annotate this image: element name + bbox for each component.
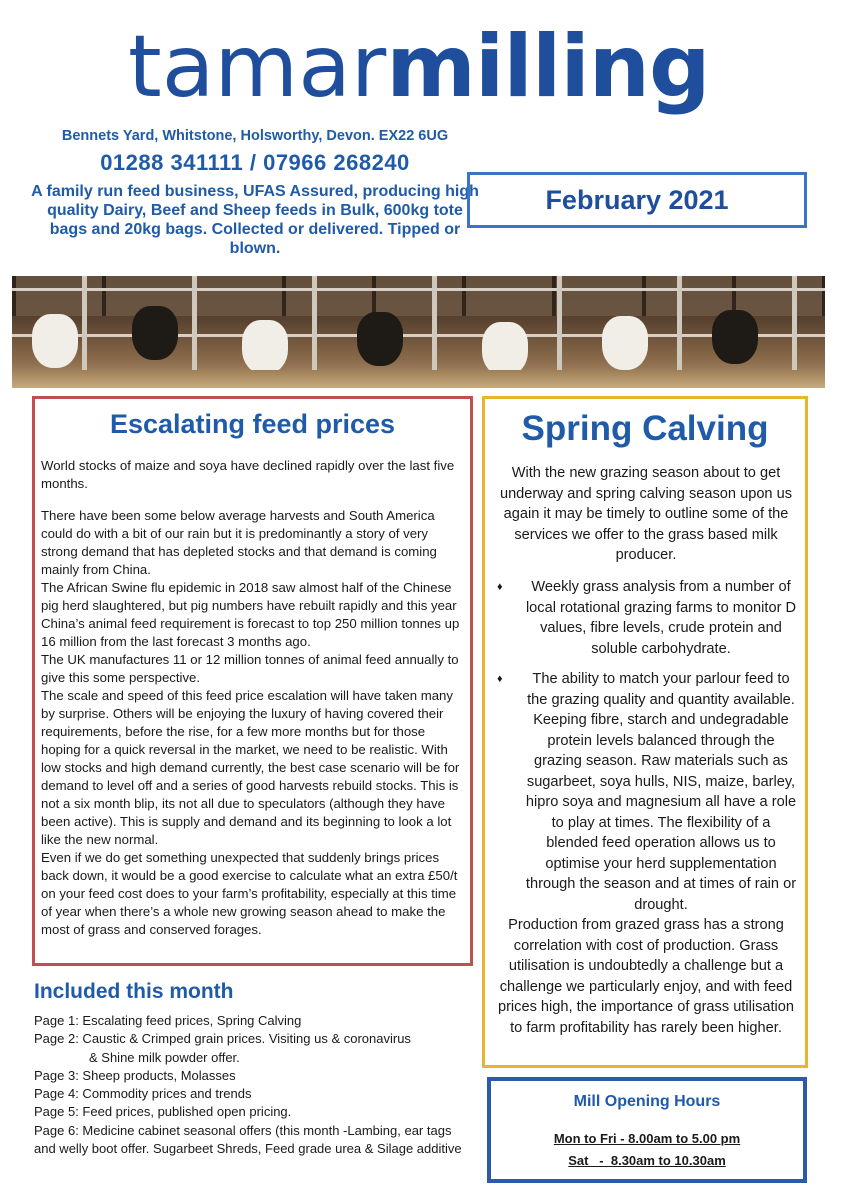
feed-prices-title: Escalating feed prices: [109, 409, 396, 439]
opening-hours-title: Mill Opening Hours: [573, 1093, 721, 1110]
included-item: Page 4: Commodity prices and trends: [34, 1086, 252, 1102]
diamond-bullet-icon: ♦: [497, 673, 503, 685]
service-bullet: [497, 577, 797, 659]
included-item: Page 3: Sheep products, Molasses: [34, 1067, 236, 1083]
included-item: Page 2: Caustic & Crimped grain prices. Visiting us & coronavirus: [34, 1031, 411, 1047]
feed-trough: [12, 370, 825, 388]
spring-calving-article: [482, 396, 808, 1068]
saturday-hours: Sat - 8.30am to 10.30am: [568, 1153, 726, 1168]
feed-paragraph: World stocks of maize and soya have declined rapidly over the last five months.: [41, 458, 455, 491]
cow-head: [32, 314, 78, 368]
feed-paragraph: The African Swine flu epidemic in 2018 saw almost half of the Chinese pig herd slaughtered, but pig numbers have rebuilt rapidly and this year China’s animal feed requirement is forecast to top 250 million tonnes up 16 million from the last forecast 3 months ago.: [41, 580, 460, 649]
included-item: Page 6: Medicine cabinet seasonal offers (this month -Lambing, ear tags and welly boot offer. Sugarbeet Shreds, Feed grade urea & Silage additive: [34, 1122, 462, 1157]
feed-paragraph: Even if we do get something unexpected that suddenly brings prices back down, it would be a good exercise to calculate what an extra £50/t on your feed cost does to your farm’s profitability, especially at this time of year when there’s a whole new growing season ahead to make the most of grass and conserved forages.: [41, 850, 458, 937]
spring-calving-title: Spring Calving: [521, 409, 769, 448]
feed-prices-body: [41, 457, 466, 939]
feed-paragraph: The scale and speed of this feed price escalation will have taken many by surprise. Others will be enjoying the luxury of having covered their requirements, before the rise, for a few more months but for those hoping for a quick reversal in the market, we need to be realistic. With low stocks and high demand currently, the best case scenario will be for demand to level off and a series of good harvests rebuild stocks. This is not a six month blip, its not all due to speculators (although they have been active). This is supply and demand and its beginning to look a lot like the new normal.: [41, 688, 460, 847]
spring-calving-outro: Production from grazed grass has a strong correlation with cost of production. Grass utilisation is undoubtedly a challenge but a challenge we particularly enjoy, and with feed prices high, the importance of grass utilisation to farm profitability has rarely been higher.: [497, 917, 795, 1036]
cow-head: [242, 320, 288, 374]
included-item: Page 5: Feed prices, published open pricing.: [34, 1104, 292, 1120]
service-bullet-text: Weekly grass analysis from a number of local rotational grazing farms to monitor D values, fibre levels, crude protein and soluble carbohydrate.: [525, 579, 797, 657]
logo-text-bold: milling: [386, 17, 710, 117]
company-phone: 01288 341111 / 07966 268240: [100, 150, 410, 175]
included-title: Included this month: [34, 980, 234, 1003]
included-list: [34, 1012, 474, 1158]
logo-text-light: tamar: [128, 17, 387, 117]
weekday-hours: Mon to Fri - 8.00am to 5.00 pm: [553, 1131, 741, 1146]
included-item: Page 1: Escalating feed prices, Spring Calving: [34, 1013, 302, 1028]
cows-feeding-photo: [12, 276, 825, 388]
company-logo: [128, 17, 710, 117]
cow-head: [712, 310, 758, 364]
service-bullet-text: The ability to match your parlour feed to the grazing quality and quantity available. Keeping fibre, starch and undegradable protein levels balanced through the grazing season. Raw materials such as sugarbeet, soya hulls, NIS, maize, barley, hipro soya and magnesium all have a role to play at times. The flexibility of a blended feed operation allows us to optimise your herd supplementation through the season and at times of rain or drought.: [525, 671, 797, 913]
barrier-rail-top: [12, 288, 825, 291]
diamond-bullet-icon: ♦: [497, 581, 503, 593]
company-address: Bennets Yard, Whitstone, Holsworthy, Devon. EX22 6UG: [61, 128, 449, 144]
company-tagline: A family run feed business, UFAS Assured, producing high quality Dairy, Beef and Sheep feeds in Bulk, 600kg tote bags and 20kg bags. Collected or delivered. Tipped or blown.: [31, 183, 479, 257]
included-item: & Shine milk powder offer.: [89, 1049, 240, 1065]
feed-prices-article: [32, 396, 473, 966]
feed-paragraph: The UK manufactures 11 or 12 million tonnes of animal feed annually to give this some perspective.: [41, 652, 459, 685]
cow-head: [482, 322, 528, 376]
cow-head: [602, 316, 648, 370]
cow-head: [132, 306, 178, 360]
cow-head: [357, 312, 403, 366]
opening-hours-box: [487, 1077, 807, 1183]
feed-paragraph: There have been some below average harvests and South America could do with a bit of our rain but it is predominantly a story of very strong demand that has depleted stocks and that demand is coming mainly from China.: [41, 508, 437, 577]
issue-date-box: [467, 172, 807, 228]
barn-background: [12, 276, 825, 316]
spring-calving-intro: With the new grazing season about to get underway and spring calving season upon us again it may be timely to outline some of the services we offer to the grass based milk producer.: [499, 465, 793, 563]
service-bullet: [497, 669, 797, 915]
issue-date: February 2021: [545, 184, 729, 215]
